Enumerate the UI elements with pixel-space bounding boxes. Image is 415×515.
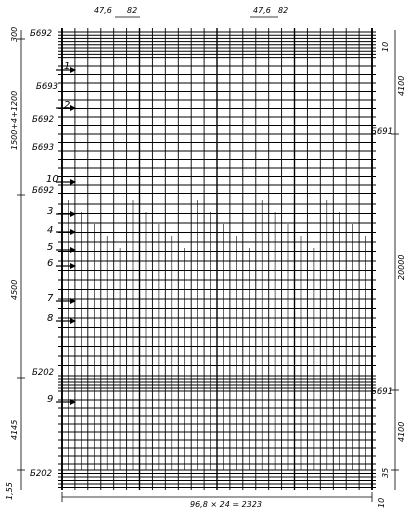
- mark-b691-b: Б691: [371, 387, 394, 397]
- callout-8: 8: [47, 313, 54, 324]
- callout-2: 2: [64, 100, 71, 111]
- top-dim-2: 82: [127, 6, 138, 15]
- top-dim-4: 82: [278, 6, 289, 15]
- callout-7: 7: [47, 293, 54, 304]
- left-dim-4145: 4145: [10, 419, 19, 440]
- right-dim-4100a: 4100: [397, 75, 406, 96]
- top-dimensions: [94, 6, 288, 17]
- right-dim-20000: 20000: [397, 254, 406, 280]
- mark-b202-b: Б202: [30, 469, 53, 479]
- callout-10: 10: [46, 174, 59, 185]
- left-dimension-chain: [5, 27, 25, 500]
- top-dim-1: 47,6: [94, 6, 112, 15]
- mark-b693-a: Б693: [36, 82, 59, 92]
- top-dim-3: 47,6: [253, 6, 271, 15]
- mark-b691-a: Б691: [371, 127, 394, 137]
- mark-b692-b: Б692: [32, 115, 55, 125]
- right-dim-10: 10: [381, 41, 390, 52]
- bottom-dimension: [62, 492, 372, 509]
- callout-9: 9: [47, 394, 54, 405]
- mark-b692-c: Б692: [32, 186, 55, 196]
- pointer-arrows: [56, 67, 76, 405]
- callout-5: 5: [47, 242, 54, 253]
- callout-1: 1: [64, 61, 71, 72]
- left-dim-4500: 4500: [10, 279, 19, 300]
- right-dim-4100b: 4100: [397, 421, 406, 442]
- right-dimension-chain: [377, 30, 406, 508]
- mesh-grid: [58, 28, 376, 490]
- callout-4: 4: [47, 225, 54, 236]
- mark-b202-a: Б202: [32, 368, 55, 378]
- left-dim-300: 300: [10, 26, 19, 42]
- mark-b692-a: Б692: [30, 29, 53, 39]
- right-dim-35: 35: [381, 467, 390, 478]
- left-marks: [30, 29, 58, 479]
- mark-b693-b: Б693: [32, 143, 55, 153]
- left-dim-1500: 1500+4+1200: [10, 90, 19, 150]
- bottom-dim-text: 96,8 × 24 = 2323: [190, 500, 262, 509]
- left-dim-155: 1,55: [5, 482, 14, 500]
- right-dim-10b: 10: [377, 497, 386, 508]
- callout-3: 3: [47, 206, 54, 217]
- callout-6: 6: [47, 258, 54, 269]
